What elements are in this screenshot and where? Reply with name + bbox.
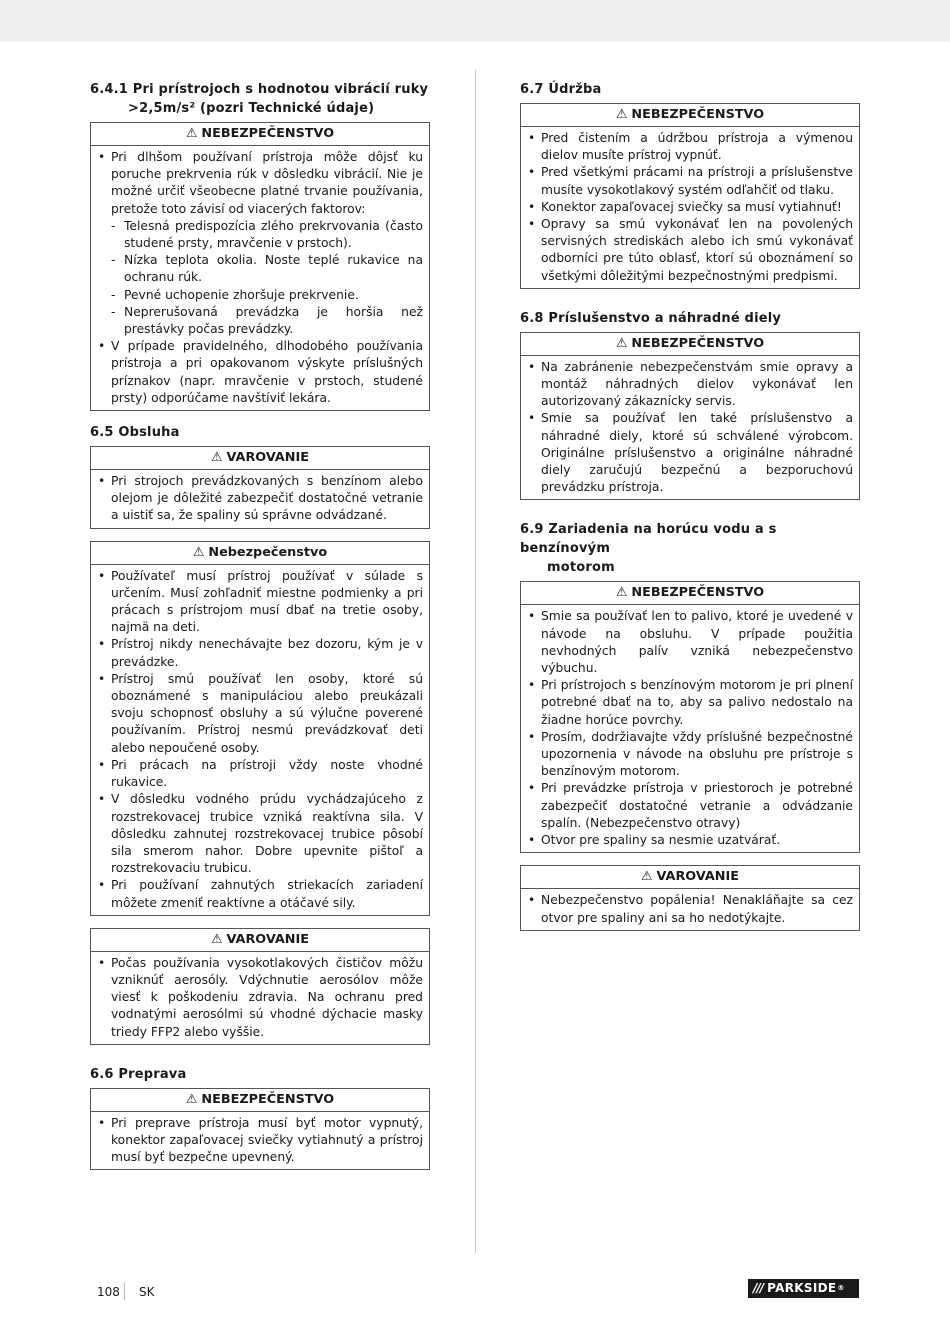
bullet-icon: •	[528, 893, 536, 908]
box-title	[521, 866, 859, 889]
bullet-icon: •	[98, 955, 106, 970]
list-item	[98, 149, 423, 218]
list-item	[98, 338, 423, 407]
section-6-4-1	[90, 80, 430, 411]
list-item	[528, 199, 853, 216]
bullet-icon: •	[528, 199, 536, 214]
list-item	[98, 1115, 423, 1167]
list-item	[528, 780, 853, 832]
box-title	[91, 1089, 429, 1112]
item-text: Pred čistením a údržbou prístroja a výmenou dielov musíte prístroj vypnúť.	[541, 131, 853, 163]
box-title-text: Nebezpečenstvo	[208, 544, 328, 560]
box-title-text: VAROVANIE	[656, 869, 739, 885]
item-text: V prípade pravidelného, dlhodobého používania prístroja a pri opakovanom výskyte príslušných príznakov (napr. mravčenie v prstoch, studené prsty) odporúčame navštíviť lekára.	[111, 339, 423, 405]
warning-triangle-icon: ⚠	[192, 544, 205, 560]
item-text: Smie sa používať len také príslušenstvo a náhradné diely, ktoré sú schválené výrobcom. Originálne príslušenstvo a originálne náhradné diely zaručujú bezpečnú a bezporuchovú prevádzku prístroja.	[541, 411, 853, 495]
bullet-icon: •	[98, 792, 106, 807]
section-heading	[90, 80, 430, 118]
item-text: Nebezpečenstvo popálenia! Nenakláňajte sa cez otvor pre spaliny ani sa ho nedotýkajte.	[541, 893, 853, 925]
section-6-5	[90, 423, 430, 1045]
heading-main: 6.4.1 Pri prístrojoch s hodnotou vibrácií ruky	[90, 82, 429, 97]
warning-triangle-icon: ⚠	[615, 335, 628, 351]
box-body	[91, 952, 429, 1044]
list-item	[98, 671, 423, 757]
box-body	[91, 1112, 429, 1170]
box-title-text: VAROVANIE	[226, 931, 309, 947]
danger-box	[520, 332, 860, 501]
bullet-icon: •	[528, 781, 536, 796]
warning-triangle-icon: ⚠	[615, 585, 628, 601]
bullet-icon: •	[98, 474, 106, 489]
box-title-text: NEBEZPEČENSTVO	[631, 335, 765, 351]
warning-box	[520, 865, 860, 930]
logo-text: PARKSIDE	[767, 1280, 837, 1295]
list-item	[528, 608, 853, 677]
item-text: Pred všetkými prácami na prístroji a príslušenstve musíte vysokotlakový systém odľahčiť od tlaku.	[541, 165, 853, 197]
box-title-text: NEBEZPEČENSTVO	[201, 126, 335, 141]
list-item	[98, 568, 423, 637]
item-text: Pevné uchopenie zhoršuje prekrvenie.	[124, 287, 359, 302]
bullet-icon: •	[98, 757, 106, 772]
item-text: Pri prácach na prístroji vždy noste vhodné rukavice.	[111, 757, 423, 790]
box-body	[91, 146, 429, 410]
bullet-icon: •	[98, 339, 106, 354]
item-text: Telesná predispozícia zlého prekrvovania (často studené prsty, mravčenie v prstoch).	[124, 218, 423, 251]
heading-sub: motorom	[547, 560, 615, 576]
bullet-icon: •	[528, 165, 536, 180]
dash-icon: -	[111, 304, 116, 319]
sub-list-item	[98, 287, 423, 304]
list-item	[528, 832, 853, 849]
box-title	[521, 333, 859, 356]
item-text: Používateľ musí prístroj používať v súlade s určením. Musí zohľadniť miestne podmienky a pri prácach s prístrojom musí dbať na tretie osoby, najmä na deti.	[111, 568, 423, 635]
right-column	[520, 80, 860, 943]
list-item	[98, 757, 423, 791]
box-body	[521, 889, 859, 929]
item-text: Opravy sa smú vykonávať len na povolených servisných strediskách alebo ich smú vykonávať odborníci pre túto oblasť, ktorí sú oboznámení so všetkými dôležitými bezpečnostnými predpismi.	[541, 217, 853, 283]
danger-box	[520, 581, 860, 853]
list-item	[528, 130, 853, 164]
top-bar	[0, 0, 950, 42]
bullet-icon: •	[528, 359, 536, 374]
bullet-icon: •	[98, 568, 106, 583]
dash-icon: -	[111, 218, 116, 233]
danger-box	[90, 541, 430, 916]
item-text: Prosím, dodržiavajte vždy príslušné bezpečnostné upozornenia v návode na obsluhu pre prístroje s benzínovým motorom.	[541, 729, 853, 779]
sub-list-item	[98, 304, 423, 338]
section-6-7	[520, 80, 860, 289]
item-text: Pri preprave prístroja musí byť motor vypnutý, konektor zapaľovacej sviečky vytiahnutý a prístroj musí byť bezpečne upevnený.	[111, 1115, 423, 1165]
section-heading: 6.8 Príslušenstvo a náhradné diely	[520, 310, 782, 326]
page-number: 108	[97, 1285, 120, 1299]
heading-main: 6.9 Zariadenia na horúcu vodu a s benzínovým	[520, 522, 777, 557]
warning-triangle-icon: ⚠	[615, 107, 628, 122]
list-item	[98, 877, 423, 911]
box-title-text: VAROVANIE	[226, 450, 309, 466]
section-6-8	[520, 309, 860, 501]
language-code: SK	[139, 1285, 155, 1299]
danger-box	[90, 122, 430, 411]
parkside-logo	[748, 1279, 859, 1298]
section-heading: 6.7 Údržba	[520, 82, 602, 97]
bullet-icon: •	[528, 678, 536, 693]
box-title-text: NEBEZPEČENSTVO	[631, 107, 765, 122]
spacer	[520, 512, 860, 520]
item-text: Konektor zapaľovacej sviečky sa musí vytiahnuť!	[541, 199, 842, 214]
warning-triangle-icon: ⚠	[185, 126, 198, 141]
section-6-9	[520, 520, 860, 930]
registered-mark: ®	[837, 1283, 845, 1292]
bullet-icon: •	[98, 671, 106, 686]
item-text: Prístroj nikdy nenechávajte bez dozoru, kým je v prevádzke.	[111, 637, 423, 669]
item-text: Pri prevádzke prístroja v priestoroch je potrebné zabezpečiť dostatočné vetranie a odvádzanie spalín. (Nebezpečenstvo otravy)	[541, 781, 853, 830]
list-item	[98, 791, 423, 877]
column-divider	[475, 70, 476, 1253]
bullet-icon: •	[98, 150, 106, 164]
item-text: Pri prístrojoch s benzínovým motorom je pri plnení potrebné dbať na to, aby sa palivo nedostalo na žiadne horúce povrchy.	[541, 678, 853, 727]
section-heading: 6.6 Preprava	[90, 1066, 187, 1082]
warning-triangle-icon: ⚠	[211, 450, 223, 466]
box-body	[91, 565, 429, 915]
box-title	[91, 447, 429, 470]
footer-separator	[124, 1282, 125, 1300]
warning-triangle-icon: ⚠	[185, 1091, 198, 1107]
box-title	[91, 542, 429, 565]
section-6-6	[90, 1065, 430, 1171]
item-text: Pri strojoch prevádzkovaných s benzínom alebo olejom je dôležité zabezpečiť dostatočné vetranie a uistiť sa, že spaliny sú správne odvádzané.	[111, 474, 423, 523]
item-text: Prístroj smú používať len osoby, ktoré sú oboznámené s manipuláciou alebo preukázali svoju schopnosť obsluhy a sú výlučne poverené používaním. Prístroj nesmú prevádzkovať deti alebo nepoučené osoby.	[111, 671, 423, 755]
box-body	[521, 127, 859, 288]
item-text: Počas používania vysokotlakových čističov môžu vzniknúť aerosóly. Vdýchnutie aerosólov môže viesť k poškodeniu zdravia. Na ochranu pred vodnatými aerosólmi sú vhodné dýchacie masky triedy FFP2 alebo vyššie.	[111, 955, 423, 1039]
list-item	[98, 636, 423, 670]
item-text: Smie sa používať len to palivo, ktoré je uvedené v návode na obsluhu. V prípade použitia nevhodných palív vzniká nebezpečenstvo výbuchu.	[541, 609, 853, 676]
left-column	[90, 80, 430, 1182]
list-item	[528, 677, 853, 729]
item-text: Pri používaní zahnutých striekacích zariadení môžete zmeniť reaktívne a otáčavé sily.	[111, 878, 423, 910]
box-title	[91, 123, 429, 146]
bullet-icon: •	[98, 878, 106, 893]
danger-box	[90, 1088, 430, 1171]
spacer	[90, 1057, 430, 1065]
bullet-icon: •	[528, 411, 536, 426]
warning-box	[90, 928, 430, 1045]
box-title	[521, 582, 859, 605]
bullet-icon: •	[528, 131, 536, 145]
list-item	[528, 164, 853, 198]
list-item	[98, 473, 423, 525]
heading-sub: >2,5m/s² (pozri Technické údaje)	[128, 101, 375, 116]
item-text: Neprerušovaná prevádzka je horšia než prestávky počas prevádzky.	[124, 304, 423, 337]
logo-stripes-icon: ///	[753, 1280, 764, 1295]
box-body	[91, 470, 429, 528]
box-body	[521, 356, 859, 500]
bullet-icon: •	[528, 729, 536, 744]
box-title-text: NEBEZPEČENSTVO	[631, 585, 765, 601]
list-item	[98, 955, 423, 1041]
bullet-icon: •	[528, 609, 536, 624]
list-item	[528, 359, 853, 411]
warning-box	[90, 446, 430, 529]
box-body	[521, 605, 859, 852]
sub-list-item	[98, 252, 423, 286]
box-title-text: NEBEZPEČENSTVO	[201, 1091, 335, 1107]
section-heading: 6.5 Obsluha	[90, 425, 180, 441]
list-item	[528, 892, 853, 926]
item-text: V dôsledku vodného prúdu vychádzajúceho z rozstrekovacej trubice vzniká reaktívna sila. V dôsledku zahnutej rozstrekovacej trubice pôsobí sila smerom nahor. Dobre upevnite pištoľ a rozstrekovaciu trubicu.	[111, 792, 423, 876]
warning-triangle-icon: ⚠	[211, 931, 223, 947]
box-title	[91, 929, 429, 952]
dash-icon: -	[111, 287, 116, 302]
list-item	[528, 216, 853, 285]
item-text: Na zabránenie nebezpečenstvám smie opravy a montáž náhradných dielov vykonávať len autorizovaný zákaznícky servis.	[541, 359, 853, 409]
warning-triangle-icon: ⚠	[641, 869, 653, 885]
sub-list-item	[98, 218, 423, 252]
list-item	[528, 729, 853, 781]
bullet-icon: •	[98, 1115, 106, 1130]
list-item	[528, 410, 853, 496]
bullet-icon: •	[528, 217, 536, 232]
bullet-icon: •	[528, 833, 536, 848]
box-title	[521, 104, 859, 127]
spacer	[520, 301, 860, 309]
danger-box	[520, 103, 860, 289]
bullet-icon: •	[98, 637, 106, 652]
item-text: Otvor pre spaliny sa nesmie uzatvárať.	[541, 833, 781, 848]
item-text: Pri dlhšom používaní prístroja môže dôjsť ku poruche prekrvenia rúk v dôsledku vibrácií. Nie je možné určiť všeobecne platné trvanie používania, pretože toto závisí od viacerých faktorov:	[111, 150, 423, 216]
section-heading	[520, 520, 860, 577]
dash-icon: -	[111, 253, 116, 268]
item-text: Nízka teplota okolia. Noste teplé rukavice na ochranu rúk.	[124, 253, 423, 285]
